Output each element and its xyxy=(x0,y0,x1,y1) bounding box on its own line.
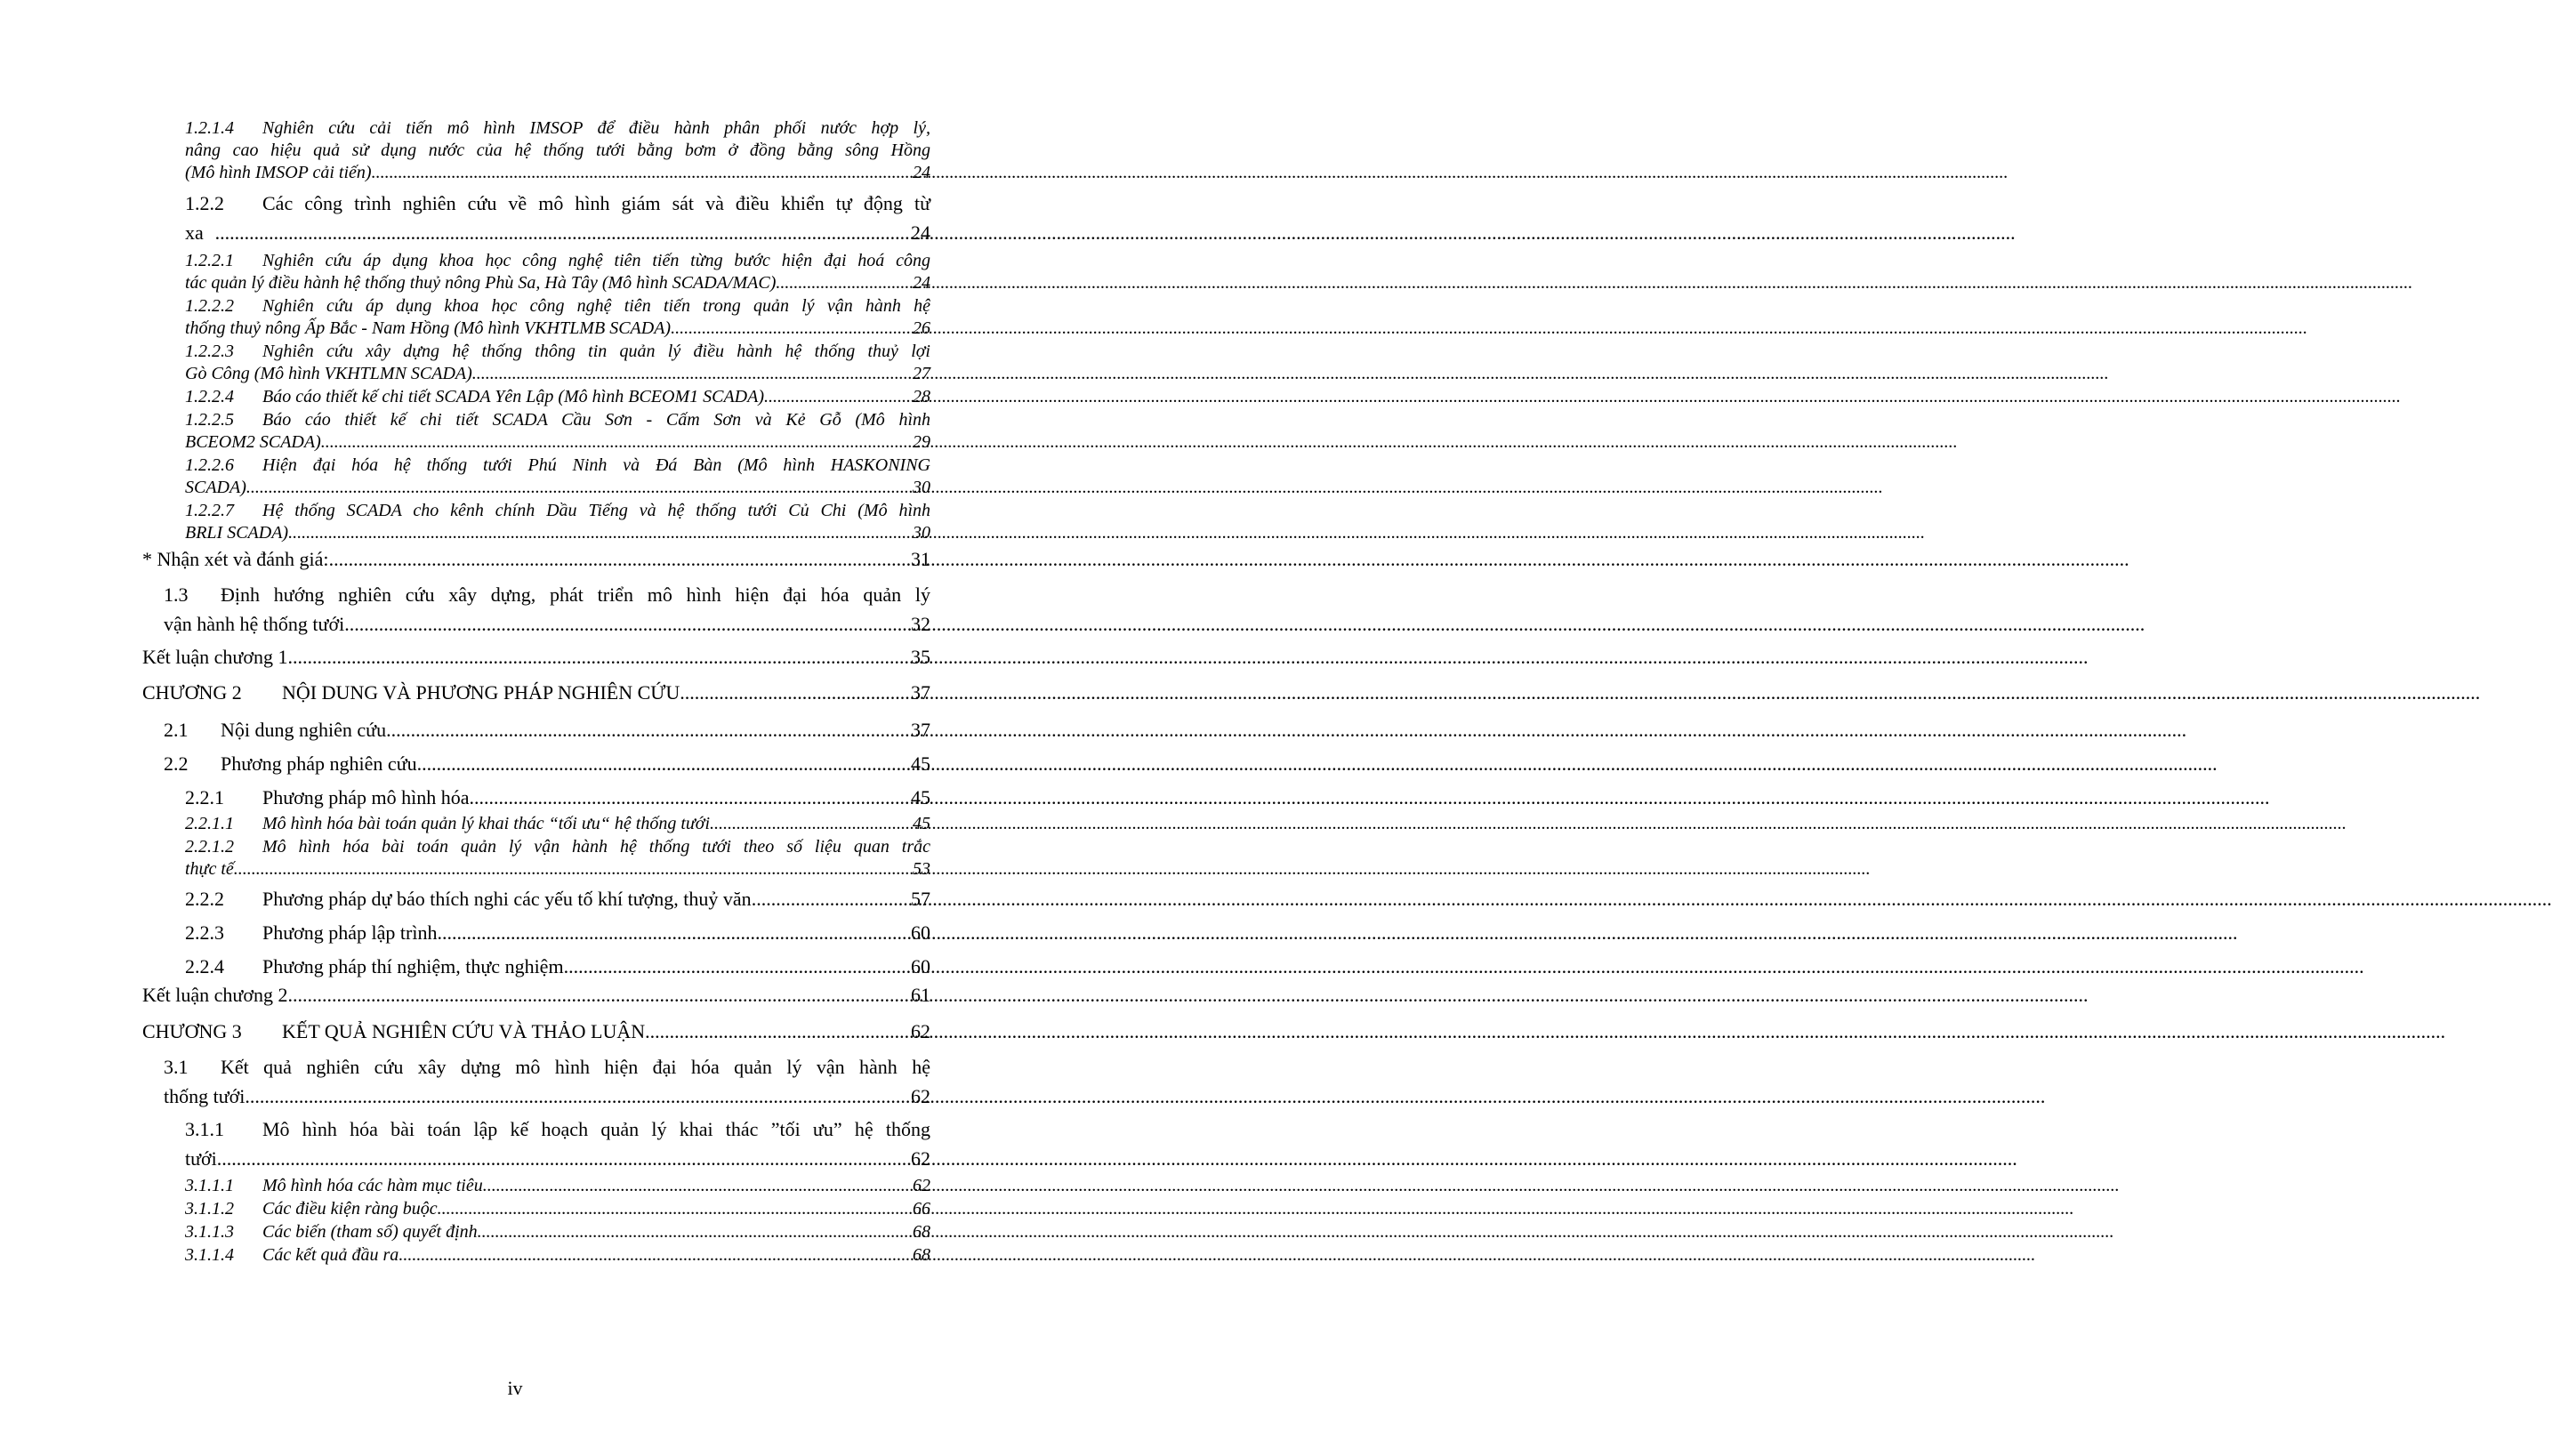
leader-dots xyxy=(246,477,913,499)
page-number: 24 xyxy=(913,273,930,293)
toc-entry-1-3[interactable] xyxy=(164,580,930,639)
toc-entry-1-2-2-5[interactable] xyxy=(185,409,930,454)
leader-dots xyxy=(710,813,913,835)
page-number: 29 xyxy=(913,432,930,452)
entry-number: 3.1.1.3 xyxy=(185,1222,234,1242)
leader-dots xyxy=(752,884,911,913)
page-number: 45 xyxy=(911,752,930,775)
entry-number: 3.1.1.1 xyxy=(185,1176,234,1195)
toc-entry-nhan-xet[interactable] xyxy=(142,544,930,574)
toc-entry-1-2-1-4[interactable] xyxy=(185,117,930,184)
entry-number: 1.2.2.4 xyxy=(185,387,234,406)
leader-dots xyxy=(321,431,913,454)
entry-number: 3.1.1.2 xyxy=(185,1199,234,1219)
page-number: 62 xyxy=(913,1176,930,1195)
leader-dots xyxy=(764,386,913,408)
chapter-title: KẾT QUẢ NGHIÊN CỨU VÀ THẢO LUẬN xyxy=(282,1020,646,1042)
page-number: 35 xyxy=(911,646,930,668)
entry-title-cont: Gò Công (Mô hình VKHTLMN SCADA) xyxy=(185,364,472,383)
entry-title: Phương pháp lập trình xyxy=(262,921,438,944)
toc-entry-1-2-2[interactable] xyxy=(185,189,930,247)
page-number: 26 xyxy=(913,318,930,338)
toc-entry-2-1[interactable] xyxy=(164,715,930,744)
entry-number: 3.1.1 xyxy=(185,1118,224,1140)
entry-title: Mô hình hóa bài toán quản lý khai thác “tối ưu“ hệ thống tưới xyxy=(262,814,711,833)
leader-dots xyxy=(478,1221,913,1243)
page-number: 60 xyxy=(911,955,930,977)
toc-entry-chuong-3[interactable] xyxy=(142,1017,930,1046)
page-number: 68 xyxy=(913,1222,930,1242)
leader-dots xyxy=(438,918,912,947)
toc-entry-2-2[interactable] xyxy=(164,749,930,778)
leader-dots xyxy=(287,980,911,1010)
leader-dots xyxy=(245,1082,911,1111)
entry-title: Các kết quả đầu ra xyxy=(262,1245,399,1265)
leader-dots xyxy=(288,522,913,544)
leader-dots xyxy=(438,1198,913,1220)
entry-title-cont: nâng cao hiệu quả sử dụng nước của hệ thống tưới bằng bơm ở đồng bằng sông Hồng xyxy=(185,141,930,160)
entry-title: Nội dung nghiên cứu xyxy=(221,719,387,741)
toc-entry-3-1-1-1[interactable] xyxy=(185,1175,930,1197)
leader-dots xyxy=(344,609,911,639)
toc-entry-2-2-2[interactable] xyxy=(185,884,930,913)
toc-entry-2-2-3[interactable] xyxy=(185,918,930,947)
leader-dots xyxy=(386,715,911,744)
entry-title-cont: thống tưới xyxy=(164,1085,246,1107)
toc-entry-3-1-1-4[interactable] xyxy=(185,1244,930,1267)
entry-title-cont: thống thuỷ nông Ấp Bắc - Nam Hồng (Mô hình VKHTLMB SCADA) xyxy=(185,318,672,338)
entry-title: Nghiên cứu xây dựng hệ thống thông tin quản lý điều hành hệ thống thuỷ lợi xyxy=(262,342,930,361)
entry-title-cont: tưới xyxy=(185,1147,217,1170)
entry-number: 1.3 xyxy=(164,583,189,606)
page-number: 60 xyxy=(911,921,930,944)
chapter-number: CHƯƠNG 2 xyxy=(142,681,242,704)
page-number: 32 xyxy=(911,613,930,635)
page-number: 57 xyxy=(911,888,930,910)
page-number: 37 xyxy=(911,681,930,704)
entry-title: Phương pháp nghiên cứu xyxy=(221,752,417,775)
entry-title: Phương pháp mô hình hóa xyxy=(262,786,470,808)
leader-dots xyxy=(417,749,911,778)
leader-dots xyxy=(470,783,911,812)
entry-title: Các điều kiện ràng buộc xyxy=(262,1199,438,1219)
leader-dots xyxy=(287,642,911,672)
toc-entry-3-1-1[interactable] xyxy=(185,1114,930,1173)
entry-title: Mô hình hóa bài toán lập kế hoạch quản lý khai thác ”tối ưu” hệ thống xyxy=(262,1118,930,1140)
leader-dots xyxy=(483,1175,913,1197)
toc-entry-chuong-2[interactable] xyxy=(142,678,930,707)
page-number: 45 xyxy=(911,786,930,808)
entry-number: 1.2.2.2 xyxy=(185,296,234,316)
toc-entry-3-1-1-2[interactable] xyxy=(185,1198,930,1220)
entry-number: 1.2.1.4 xyxy=(185,118,234,138)
entry-number: 2.2.1.2 xyxy=(185,837,234,857)
leader-dots xyxy=(215,218,911,247)
leader-dots xyxy=(234,858,913,881)
leader-dots xyxy=(398,1244,913,1267)
entry-title: Mô hình hóa bài toán quản lý vận hành hệ thống tưới theo số liệu quan trắc xyxy=(262,837,930,857)
entry-number: 1.2.2 xyxy=(185,192,224,214)
entry-title-cont: (Mô hình IMSOP cải tiến) xyxy=(185,163,372,182)
page-number: 61 xyxy=(911,984,930,1006)
page-number: 30 xyxy=(913,523,930,543)
entry-number: 3.1.1.4 xyxy=(185,1245,234,1265)
entry-title-cont: xa xyxy=(185,221,204,244)
entry-title: Các biến (tham số) quyết định xyxy=(262,1222,478,1242)
entry-title-cont: thực tế xyxy=(185,859,234,879)
entry-title-cont: BCEOM2 SCADA) xyxy=(185,432,321,452)
entry-number: 1.2.2.7 xyxy=(185,501,234,520)
toc-entry-ket-luan-1[interactable] xyxy=(142,642,930,672)
chapter-title: NỘI DUNG VÀ PHƯƠNG PHÁP NGHIÊN CỨU xyxy=(282,681,680,704)
page-number: 27 xyxy=(913,364,930,383)
entry-title-cont: tác quản lý điều hành hệ thống thuỷ nông Phù Sa, Hà Tây (Mô hình SCADA/MAC) xyxy=(185,273,777,293)
entry-title: Định hướng nghiên cứu xây dựng, phát triển mô hình hiện đại hóa quản lý xyxy=(221,583,930,606)
entry-title: Phương pháp thí nghiệm, thực nghiệm xyxy=(262,955,564,977)
entry-number: 2.2.4 xyxy=(185,955,224,977)
page-number: 28 xyxy=(913,387,930,406)
toc-entry-3-1-1-3[interactable] xyxy=(185,1221,930,1243)
entry-number: 2.2.3 xyxy=(185,921,224,944)
entry-number: 2.2.2 xyxy=(185,888,224,910)
entry-title: Nghiên cứu cải tiến mô hình IMSOP để điều hành phân phối nước hợp lý, xyxy=(262,118,930,138)
entry-title: Hiện đại hóa hệ thống tưới Phú Ninh và Đá Bàn (Mô hình HASKONING xyxy=(262,455,930,475)
entry-number: 1.2.2.6 xyxy=(185,455,234,475)
entry-title: Kết quả nghiên cứu xây dựng mô hình hiện đại hóa quản lý vận hành hệ xyxy=(221,1056,930,1078)
entry-number: 3.1 xyxy=(164,1056,189,1078)
toc-entry-2-2-1-1[interactable] xyxy=(185,813,930,835)
page-number: 62 xyxy=(911,1020,930,1042)
toc-entry-1-2-2-2[interactable] xyxy=(185,295,930,340)
entry-title-cont: SCADA) xyxy=(185,478,246,497)
toc-entry-2-2-1-2[interactable] xyxy=(185,836,930,881)
leader-dots xyxy=(776,272,913,294)
page-number: 62 xyxy=(911,1147,930,1170)
page-number: 31 xyxy=(911,548,930,570)
entry-title: Mô hình hóa các hàm mục tiêu xyxy=(262,1176,483,1195)
entry-number: 1.2.2.3 xyxy=(185,342,234,361)
entry-number: 1.2.2.1 xyxy=(185,251,234,270)
entry-title: Các công trình nghiên cứu về mô hình giám sát và điều khiển tự động từ xyxy=(262,192,930,214)
leader-dots xyxy=(329,544,911,574)
entry-title: Nghiên cứu áp dụng khoa học công nghệ tiên tiến trong quản lý vận hành hệ xyxy=(262,296,930,316)
entry-number: 1.2.2.5 xyxy=(185,410,234,430)
entry-title-cont: BRLI SCADA) xyxy=(185,523,289,543)
toc-entry-3-1[interactable] xyxy=(164,1052,930,1111)
page-number: 62 xyxy=(911,1085,930,1107)
entry-title: Kết luận chương 2 xyxy=(142,984,288,1006)
entry-title: Báo cáo thiết kế chi tiết SCADA Yên Lập (Mô hình BCEOM1 SCADA) xyxy=(262,387,764,406)
toc-entry-1-2-2-3[interactable] xyxy=(185,341,930,385)
entry-title: Kết luận chương 1 xyxy=(142,646,288,668)
entry-title: Báo cáo thiết kế chi tiết SCADA Cầu Sơn - Cấm Sơn và Kẻ Gỗ (Mô hình xyxy=(262,410,930,430)
toc-entry-ket-luan-2[interactable] xyxy=(142,980,930,1010)
page-number: 37 xyxy=(911,719,930,741)
entry-title: Nghiên cứu áp dụng khoa học công nghệ tiên tiến từng bước hiện đại hoá công xyxy=(262,251,930,270)
leader-dots xyxy=(645,1017,911,1046)
toc-entry-1-2-2-6[interactable] xyxy=(185,454,930,499)
toc-entry-1-2-2-4[interactable] xyxy=(185,386,930,408)
leader-dots xyxy=(217,1144,911,1173)
toc-entry-2-2-1[interactable] xyxy=(185,783,930,812)
page-footer-number: iv xyxy=(507,1377,523,1399)
entry-title: * Nhận xét và đánh giá: xyxy=(142,548,329,570)
toc-entry-1-2-2-1[interactable] xyxy=(185,250,930,294)
page-number: 24 xyxy=(913,163,930,182)
entry-title-cont: vận hành hệ thống tưới xyxy=(164,613,345,635)
entry-title: Hệ thống SCADA cho kênh chính Dầu Tiếng và hệ thống tưới Củ Chi (Mô hình xyxy=(262,501,930,520)
page-number: 24 xyxy=(911,221,930,244)
leader-dots xyxy=(680,678,911,707)
page-number: 53 xyxy=(913,859,930,879)
leader-dots xyxy=(472,363,913,385)
entry-number: 2.2 xyxy=(164,752,189,775)
toc-entry-2-2-4[interactable] xyxy=(185,952,930,981)
page-number: 30 xyxy=(913,478,930,497)
page-number: 45 xyxy=(913,814,930,833)
entry-number: 2.2.1.1 xyxy=(185,814,234,833)
chapter-number: CHƯƠNG 3 xyxy=(142,1020,242,1042)
page-number: 68 xyxy=(913,1245,930,1265)
page-number: 66 xyxy=(913,1199,930,1219)
toc-page xyxy=(0,0,1030,1456)
toc-entry-1-2-2-7[interactable] xyxy=(185,500,930,544)
leader-dots xyxy=(564,952,911,981)
entry-number: 2.2.1 xyxy=(185,786,224,808)
entry-title: Phương pháp dự báo thích nghi các yếu tố khí tượng, thuỷ văn xyxy=(262,888,752,910)
leader-dots xyxy=(372,162,913,184)
leader-dots xyxy=(671,318,913,340)
entry-number: 2.1 xyxy=(164,719,189,741)
